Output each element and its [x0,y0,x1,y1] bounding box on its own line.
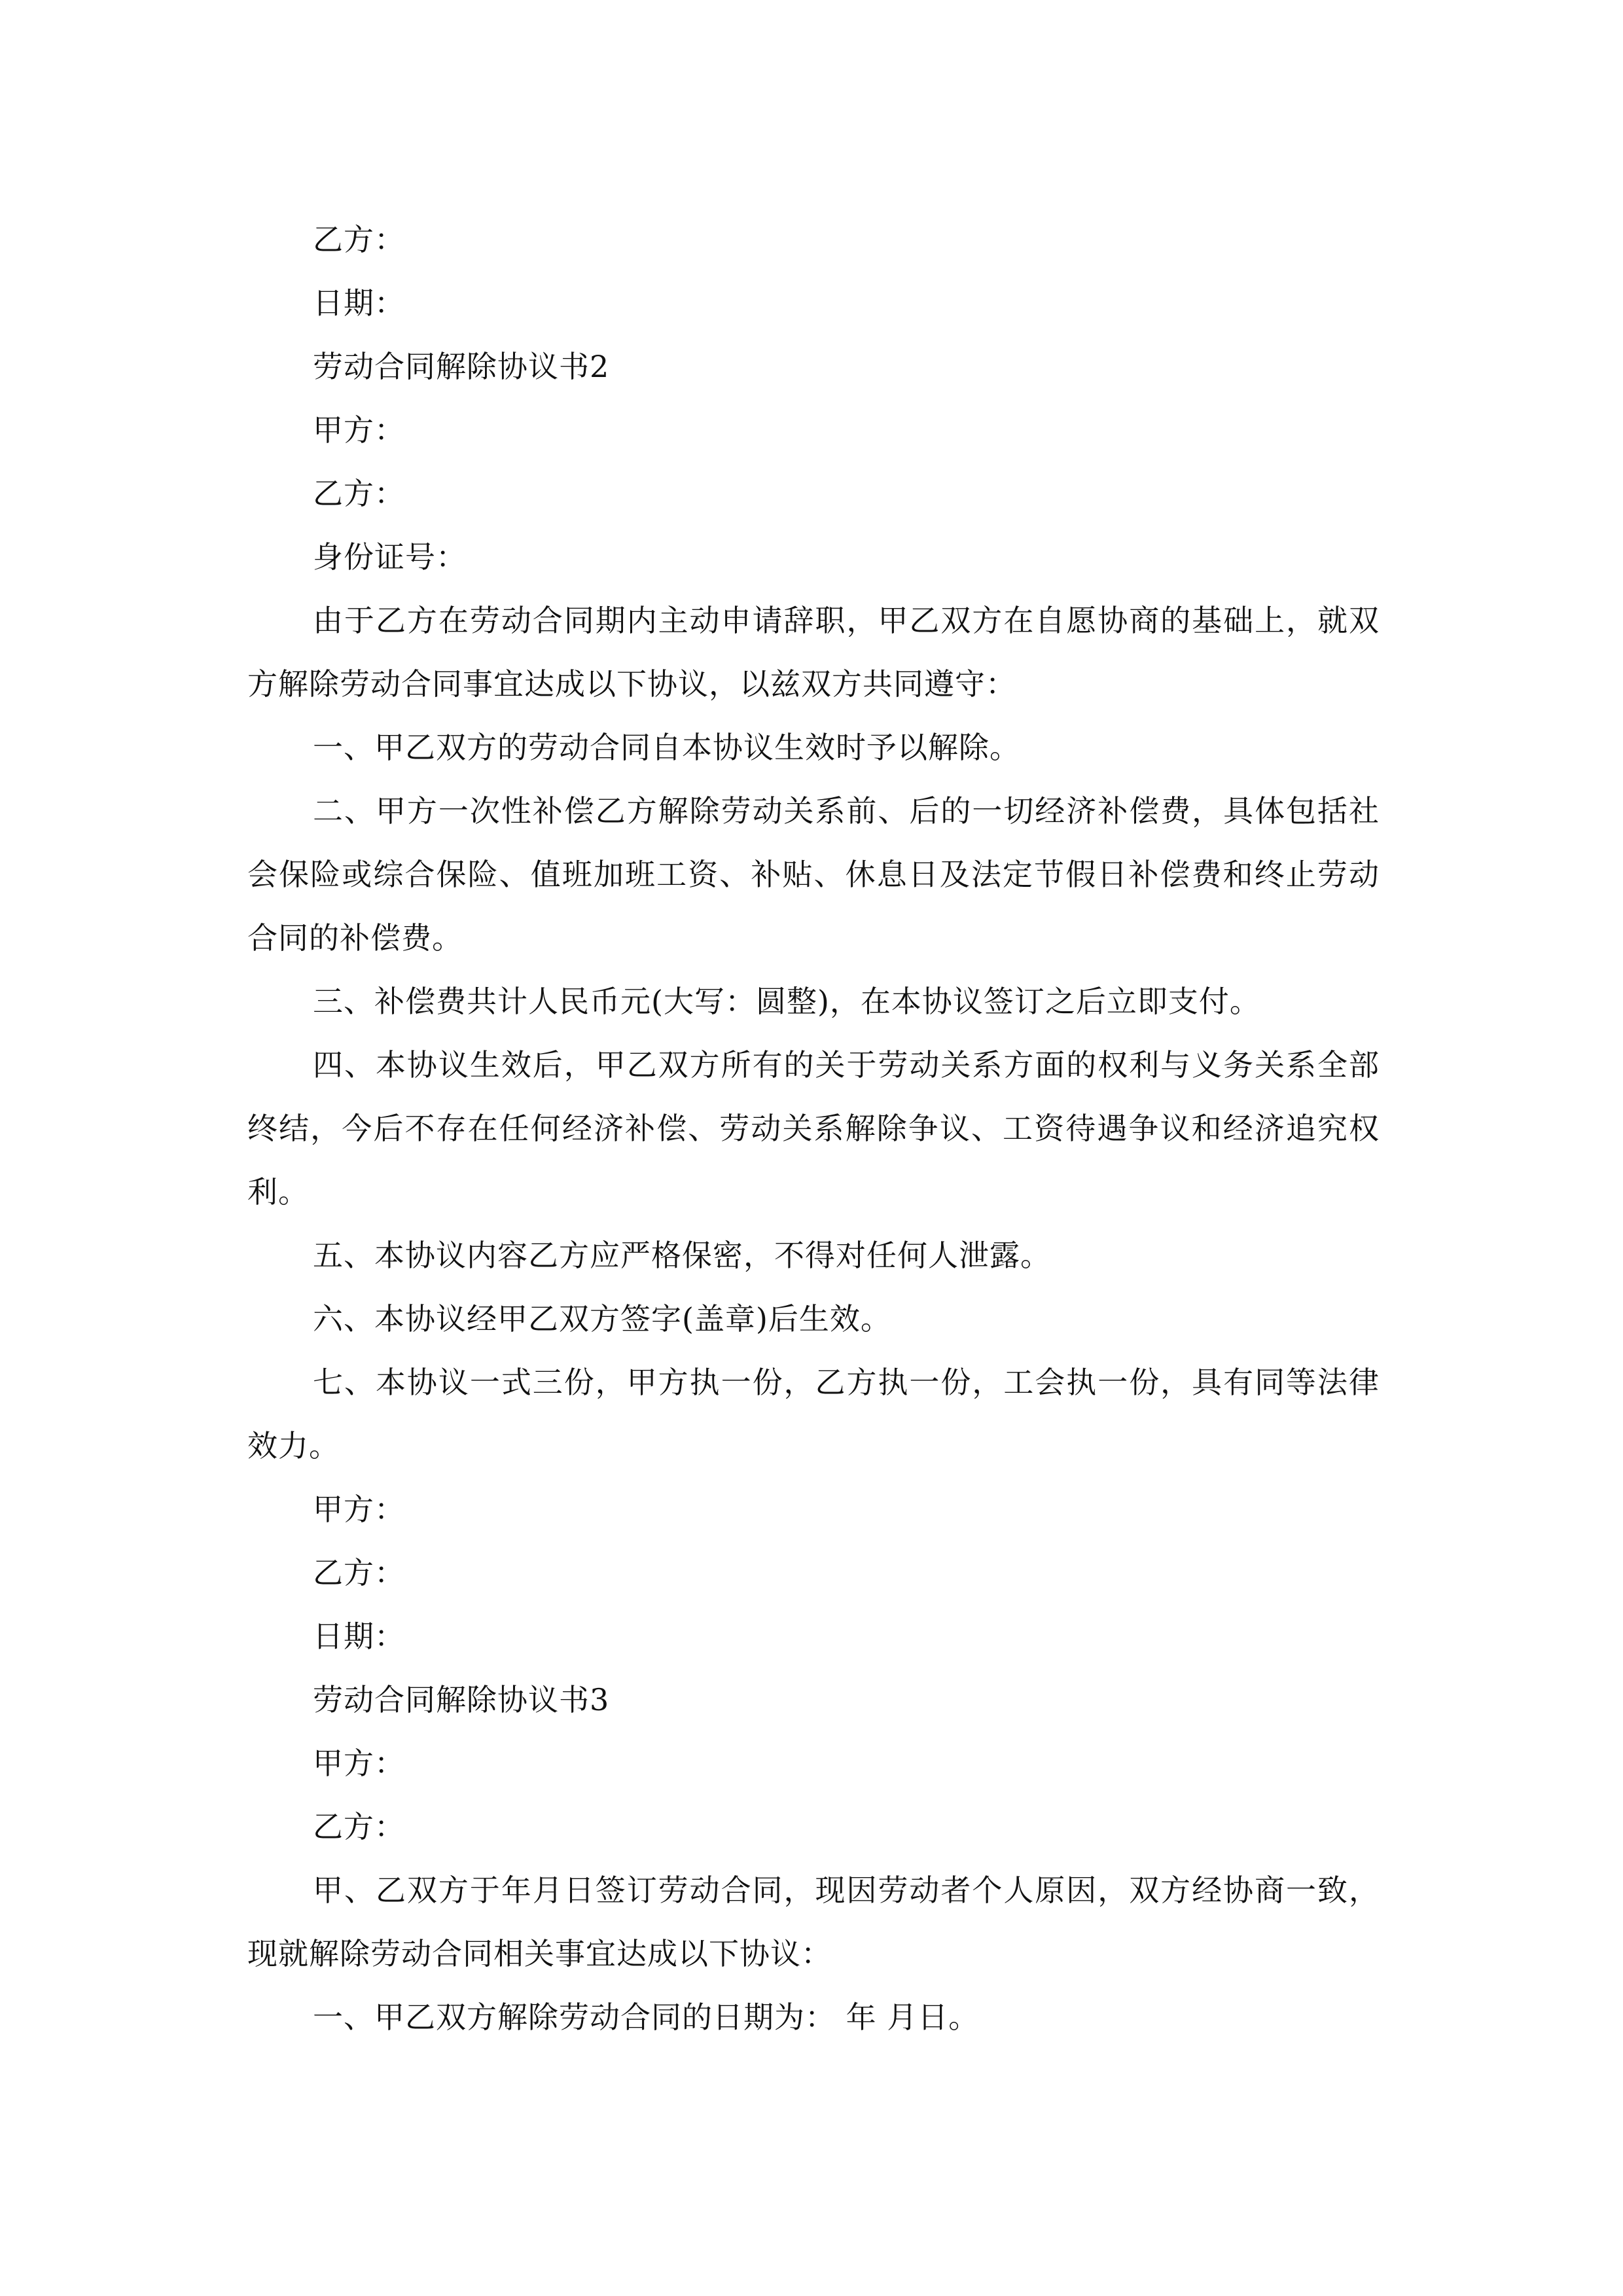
clause-6: 六、本协议经甲乙双方签字(盖章)后生效。 [313,1301,891,1336]
clause-7: 七、本协议一式三份，甲方执一份，乙方执一份，工会执一份，具有同等法律效力。 [247,1365,1380,1463]
section-title-2: 劳动合同解除协议书2 [313,349,610,384]
section-title-3: 劳动合同解除协议书3 [313,1682,610,1717]
party-b-label: 乙方： [313,476,405,511]
id-number-label: 身份证号： [313,539,467,575]
party-a-label: 甲方： [313,1492,405,1527]
preamble-paragraph: 由于乙方在劳动合同期内主动申请辞职，甲乙双方在自愿协商的基础上，就双方解除劳动合同事宜达成以下协议，以兹双方共同遵守： [247,603,1380,702]
preamble-paragraph-3: 甲、乙双方于年月日签订劳动合同，现因劳动者个人原因，双方经协商一致，现就解除劳动合同相关事宜达成以下协议： [247,1873,1380,1971]
party-b-label: 乙方： [313,1555,405,1590]
party-b-label: 乙方： [313,222,405,257]
party-b-label: 乙方： [313,1809,405,1844]
clause-1: 一、甲乙双方的劳动合同自本协议生效时予以解除。 [313,730,1020,765]
clause-1-section-3: 一、甲乙双方解除劳动合同的日期为： 年 月日。 [313,2000,980,2035]
party-a-label: 甲方： [313,412,405,448]
clause-4: 四、本协议生效后，甲乙双方所有的关于劳动关系方面的权利与义务关系全部终结，今后不存在任何经济补偿、劳动关系解除争议、工资待遇争议和经济追究权利。 [247,1047,1380,1210]
party-a-label: 甲方： [313,1746,405,1781]
clause-5: 五、本协议内容乙方应严格保密，不得对任何人泄露。 [313,1238,1051,1273]
document-body [247,208,1380,2049]
date-label: 日期： [313,1619,405,1654]
clause-3: 三、补偿费共计人民币元(大写：圆整)，在本协议签订之后立即支付。 [313,984,1260,1019]
clause-2: 二、甲方一次性补偿乙方解除劳动关系前、后的一切经济补偿费，具体包括社会保险或综合保险、值班加班工资、补贴、休息日及法定节假日补偿费和终止劳动合同的补偿费。 [247,793,1380,956]
date-label: 日期： [313,285,405,321]
